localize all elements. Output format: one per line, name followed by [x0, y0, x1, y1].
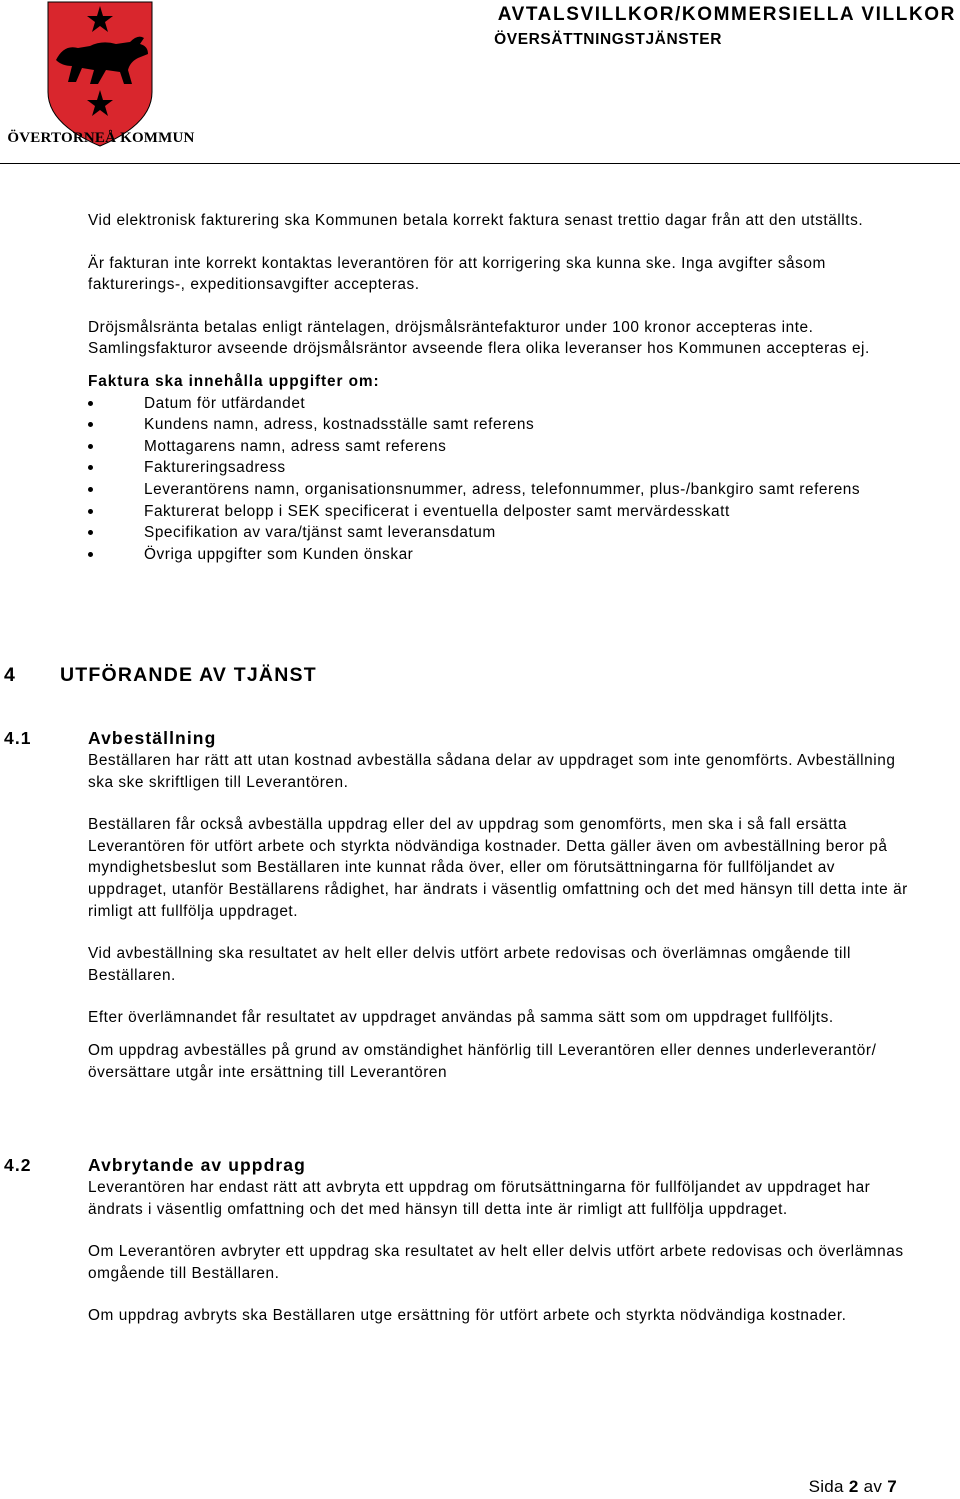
paragraph: Om Leverantören avbryter ett uppdrag ska resultatet av helt eller delvis utfört arbete redovisas och överlämnas omgående till Beställaren. [88, 1243, 904, 1282]
invoice-requirements-list [88, 393, 918, 566]
list-item: Mottagarens namn, adress samt referens [88, 436, 918, 458]
list-item: Kundens namn, adress, kostnadsställe samt referens [88, 414, 918, 436]
bullet-icon [88, 422, 93, 427]
paragraph: Vid elektronisk fakturering ska Kommunen betala korrekt faktura senast trettio dagar från att den utställts. [88, 212, 864, 229]
subsection-body [88, 1177, 918, 1348]
paragraph: Om uppdrag avbryts ska Beställaren utge ersättning för utfört arbete och styrkta nödvändiga kostnader. [88, 1307, 847, 1325]
coat-of-arms-logo [6, 0, 196, 150]
list-item: Datum för utfärdandet [88, 393, 918, 415]
list-item: Specifikation av vara/tjänst samt leveransdatum [88, 522, 918, 544]
section-number: 4 [4, 664, 17, 686]
bullet-icon [88, 530, 93, 535]
bullet-icon [88, 552, 93, 557]
paragraph: Beställaren har rätt att utan kostnad avbeställa sådana delar av uppdraget som inte genomförts. Avbeställning ska ske skriftligen till Leverantören. [88, 752, 896, 791]
paragraph: Efter överlämnandet får resultatet av uppdraget användas på samma sätt som om uppdraget fullföljts. [88, 1009, 834, 1027]
section-heading [4, 664, 317, 687]
subsection-heading [4, 728, 216, 749]
subsection-title: Avbeställning [88, 728, 217, 748]
subsection-title: Avbrytande av uppdrag [88, 1155, 306, 1175]
bullet-icon [88, 509, 93, 514]
section-title: UTFÖRANDE AV TJÄNST [60, 664, 317, 686]
subsection-number: 4.1 [4, 728, 32, 748]
paragraph: Dröjsmålsränta betalas enligt räntelagen, dröjsmålsräntefakturor under 100 kronor accepteras inte. Samlingsfakturor avseende dröjsmålsräntor avseende flera olika leveranser hos Kommunen accepteras ej. [88, 318, 870, 358]
subsection-number: 4.2 [4, 1155, 32, 1175]
municipality-name: ÖVERTORNEÅ KOMMUN [7, 130, 195, 146]
page-number: Sida 2 av 7 [808, 1477, 897, 1496]
list-item: Fakturerat belopp i SEK specificerat i eventuella delposter samt mervärdesskatt [88, 501, 918, 523]
document-subtitle: ÖVERSÄTTNINGSTJÄNSTER [494, 31, 722, 48]
paragraph: Leverantören har endast rätt att avbryta ett uppdrag om förutsättningarna för fullföljandet av uppdraget har ändrats i väsentlig omfattning och det med hänsyn till detta inte är rimligt att fullfölja uppdraget. [88, 1179, 871, 1218]
header-divider [0, 163, 960, 164]
paragraph: Är fakturan inte korrekt kontaktas leverantören för att korrigering ska kunna ske. Inga avgifter såsom fakturerings-, expeditionsavgifter accepteras. [88, 254, 826, 294]
bullet-icon [88, 465, 93, 470]
bullet-icon [88, 487, 93, 492]
invoice-list-title: Faktura ska innehålla uppgifter om: [88, 372, 380, 390]
paragraph: Beställaren får också avbeställa uppdrag eller del av uppdrag som genomförts, men ska i så fall ersätta Leverantören för utfört arbete och styrkta nödvändiga kostnader. Detta gäller även om avbeställning beror på myndighetsbeslut som Beställaren inte kunnat råda över, eller om förutsättningarna för fullföljandet av uppdraget, utanför Beställarens rådighet, har ändrats i väsentlig omfattning och det med hänsyn till detta inte är rimligt att fullfölja uppdraget. [88, 816, 908, 920]
bullet-icon [88, 401, 93, 406]
document-title: AVTALSVILLKOR/KOMMERSIELLA VILLKOR [497, 4, 956, 25]
bullet-icon [88, 444, 93, 449]
intro-content [88, 210, 918, 565]
list-item: Faktureringsadress [88, 457, 918, 479]
subsection-body [88, 750, 918, 1104]
paragraph: Om uppdrag avbeställes på grund av omständighet hänförlig till Leverantören eller dennes underleverantör/översättare utgår inte ersättning till Leverantören [88, 1041, 877, 1081]
paragraph: Vid avbeställning ska resultatet av helt eller delvis utfört arbete redovisas och överlämnas omgående till Beställaren. [88, 945, 851, 984]
list-item: Leverantörens namn, organisationsnummer, adress, telefonnummer, plus-/bankgiro samt referens [88, 479, 918, 501]
list-item: Övriga uppgifter som Kunden önskar [88, 544, 918, 566]
subsection-heading [4, 1155, 306, 1176]
